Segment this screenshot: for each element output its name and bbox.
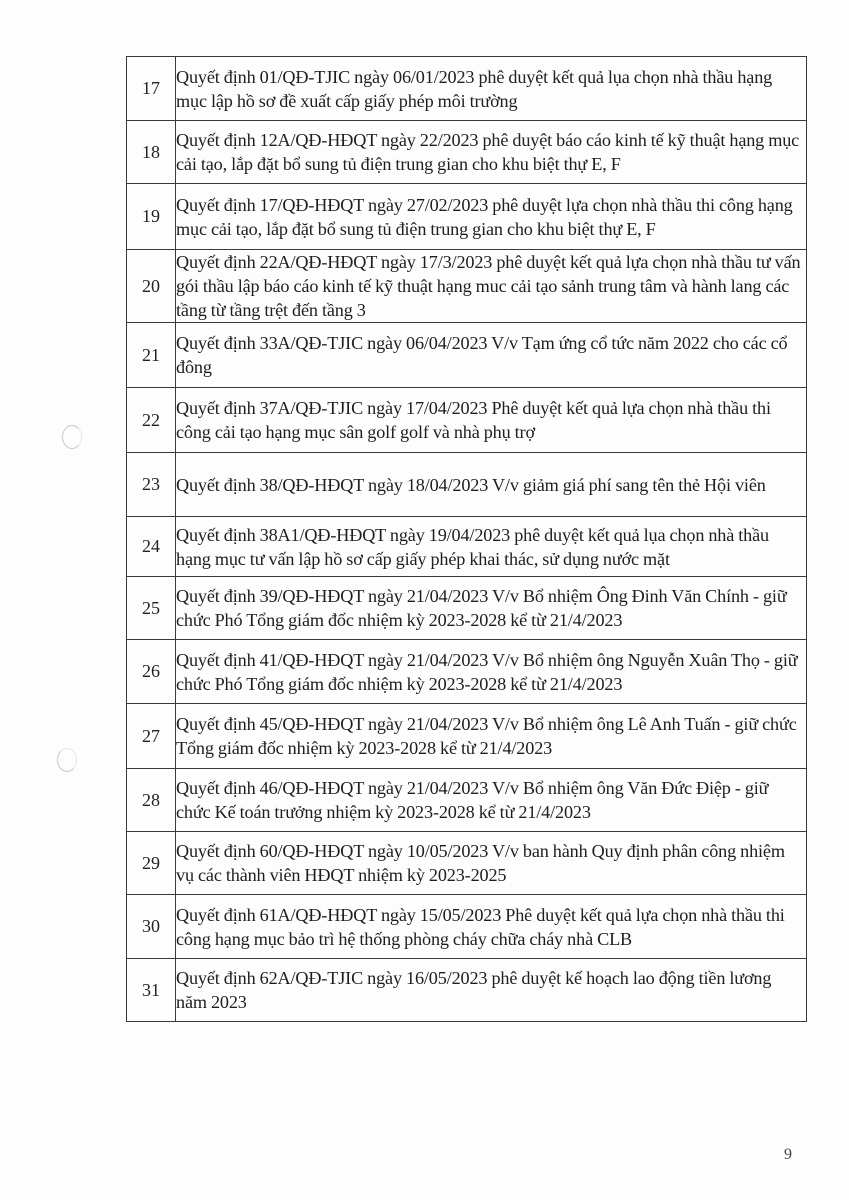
decision-text: Quyết định 62A/QĐ-TJIC ngày 16/05/2023 phê duyệt kế hoạch lao động tiền lương năm 2023: [176, 959, 807, 1022]
table-row: [127, 250, 807, 323]
decision-text: Quyết định 60/QĐ-HĐQT ngày 10/05/2023 V/v ban hành Quy định phân công nhiệm vụ các thành viên HĐQT nhiệm kỳ 2023-2025: [176, 832, 807, 895]
decision-text: Quyết định 12A/QĐ-HĐQT ngày 22/2023 phê duyệt báo cáo kinh tế kỹ thuật hạng mục cải tạo, lắp đặt bổ sung tủ điện trung gian cho khu biệt thự E, F: [176, 121, 807, 184]
row-number: 19: [127, 184, 176, 250]
table-row: [127, 323, 807, 388]
table-row: [127, 769, 807, 832]
decision-text: Quyết định 38/QĐ-HĐQT ngày 18/04/2023 V/v giảm giá phí sang tên thẻ Hội viên: [176, 453, 807, 517]
table-row: [127, 832, 807, 895]
row-number: 17: [127, 57, 176, 121]
table-row: [127, 959, 807, 1022]
table-row: [127, 895, 807, 959]
row-number: 31: [127, 959, 176, 1022]
decision-text: Quyết định 37A/QĐ-TJIC ngày 17/04/2023 Phê duyệt kết quả lựa chọn nhà thầu thi công cải tạo hạng mục sân golf golf và nhà phụ trợ: [176, 388, 807, 453]
row-number: 21: [127, 323, 176, 388]
decision-text: Quyết định 46/QĐ-HĐQT ngày 21/04/2023 V/v Bổ nhiệm ông Văn Đức Điệp - giữ chức Kế toán trưởng nhiệm kỳ 2023-2028 kể từ 21/4/2023: [176, 769, 807, 832]
table-row: [127, 517, 807, 577]
decision-text: Quyết định 22A/QĐ-HĐQT ngày 17/3/2023 phê duyệt kết quả lựa chọn nhà thầu tư vấn gói thầu lập báo cáo kinh tế kỹ thuật hạng muc cải tạo sảnh trung tâm và hành lang các tầng từ tầng trệt đến tầng 3: [176, 250, 807, 323]
row-number: 23: [127, 453, 176, 517]
row-number: 22: [127, 388, 176, 453]
row-number: 26: [127, 640, 176, 704]
decision-text: Quyết định 38A1/QĐ-HĐQT ngày 19/04/2023 phê duyệt kết quả lụa chọn nhà thầu hạng mục tư vấn lập hồ sơ cấp giấy phép khai thác, sử dụng nước mặt: [176, 517, 807, 577]
decision-text: Quyết định 17/QĐ-HĐQT ngày 27/02/2023 phê duyệt lựa chọn nhà thầu thi công hạng mục cải tạo, lắp đặt bổ sung tủ điện trung gian cho khu biệt thự E, F: [176, 184, 807, 250]
row-number: 28: [127, 769, 176, 832]
decision-text: Quyết định 39/QĐ-HĐQT ngày 21/04/2023 V/v Bổ nhiệm Ông Đinh Văn Chính - giữ chức Phó Tổng giám đốc nhiệm kỳ 2023-2028 kể từ 21/4/2023: [176, 577, 807, 640]
row-number: 18: [127, 121, 176, 184]
decision-text: Quyết định 41/QĐ-HĐQT ngày 21/04/2023 V/v Bổ nhiệm ông Nguyễn Xuân Thọ - giữ chức Phó Tổng giám đốc nhiệm kỳ 2023-2028 kể từ 21/4/2023: [176, 640, 807, 704]
row-number: 30: [127, 895, 176, 959]
table-row: [127, 453, 807, 517]
decision-text: Quyết định 01/QĐ-TJIC ngày 06/01/2023 phê duyệt kết quả lụa chọn nhà thầu hạng mục lập hồ sơ đề xuất cấp giấy phép môi trường: [176, 57, 807, 121]
decisions-table: [126, 56, 807, 1022]
table-row: [127, 577, 807, 640]
row-number: 25: [127, 577, 176, 640]
table-row: [127, 121, 807, 184]
page-number: 9: [784, 1146, 792, 1163]
punch-hole-mark: [62, 425, 82, 449]
table-row: [127, 704, 807, 769]
row-number: 24: [127, 517, 176, 577]
decision-text: Quyết định 61A/QĐ-HĐQT ngày 15/05/2023 Phê duyệt kết quả lựa chọn nhà thầu thi công hạng mục bảo trì hệ thống phòng cháy chữa cháy nhà CLB: [176, 895, 807, 959]
decision-text: Quyết định 33A/QĐ-TJIC ngày 06/04/2023 V/v Tạm ứng cổ tức năm 2022 cho các cổ đông: [176, 323, 807, 388]
table-row: [127, 184, 807, 250]
table-row: [127, 640, 807, 704]
punch-hole-mark: [57, 748, 77, 772]
decision-text: Quyết định 45/QĐ-HĐQT ngày 21/04/2023 V/v Bổ nhiệm ông Lê Anh Tuấn - giữ chức Tổng giám đốc nhiệm kỳ 2023-2028 kể từ 21/4/2023: [176, 704, 807, 769]
table-row: [127, 388, 807, 453]
row-number: 29: [127, 832, 176, 895]
row-number: 20: [127, 250, 176, 323]
table-row: [127, 57, 807, 121]
row-number: 27: [127, 704, 176, 769]
